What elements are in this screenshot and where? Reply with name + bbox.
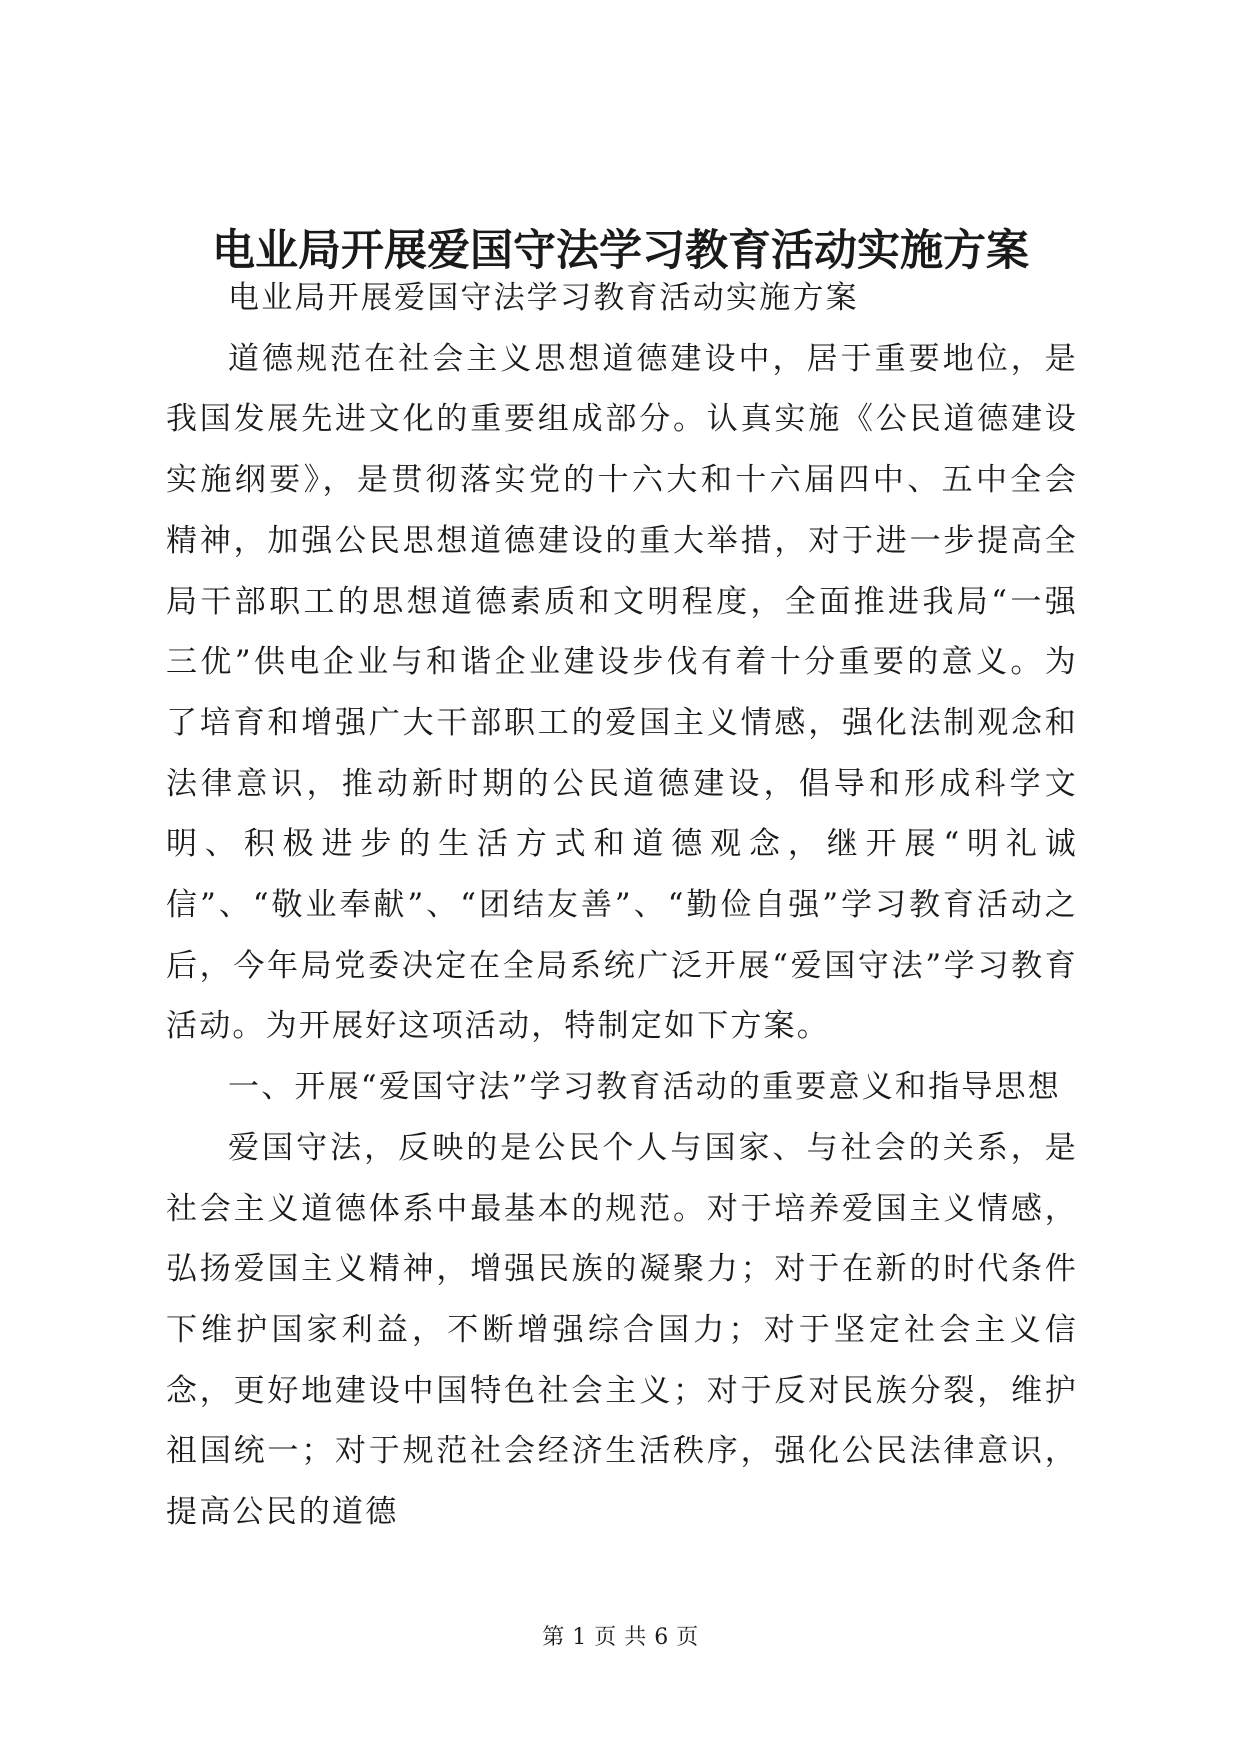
subtitle-paragraph: 电业局开展爱国守法学习教育活动实施方案	[228, 280, 859, 316]
document-body	[166, 268, 1078, 1543]
section-paragraph: 爱国守法，反映的是公民个人与国家、与社会的关系，是社会主义道德体系中最基本的规范。对于培养爱国主义情感，弘扬爱国主义精神，增强民族的凝聚力；对于在新的时代条件下维护国家利益，不断增强综合国力；对于坚定社会主义信念，更好地建设中国特色社会主义；对于反对民族分裂，维护祖国统一；对于规范社会经济生活秩序，强化公民法律意识，提高公民的道德	[166, 1129, 1078, 1531]
page-number: 第 1 页 共 6 页	[542, 1625, 699, 1650]
intro-paragraph: 道德规范在社会主义思想道德建设中，居于重要地位，是我国发展先进文化的重要组成部分。认真实施《公民道德建设实施纲要》，是贯彻落实党的十六大和十六届四中、五中全会精神，加强公民思想道德建设的重大举措，对于进一步提高全局干部职工的思想道德素质和文明程度，全面推进我局“一强三优”供电企业与和谐企业建设步伐有着十分重要的意义。为了培育和增强广大干部职工的爱国主义情感，强化法制观念和法律意识，推动新时期的公民道德建设，倡导和形成科学文明、积极进步的生活方式和道德观念，继开展“明礼诚信”、“敬业奉献”、“团结友善”、“勤俭自强”学习教育活动之后，今年局党委决定在全局系统广泛开展“爱国守法”学习教育活动。为开展好这项活动，特制定如下方案。	[166, 340, 1078, 1045]
section-heading: 一、开展“爱国守法”学习教育活动的重要意义和指导思想	[228, 1069, 1061, 1106]
document-title: 电业局开展爱国守法学习教育活动实施方案	[212, 226, 1029, 276]
